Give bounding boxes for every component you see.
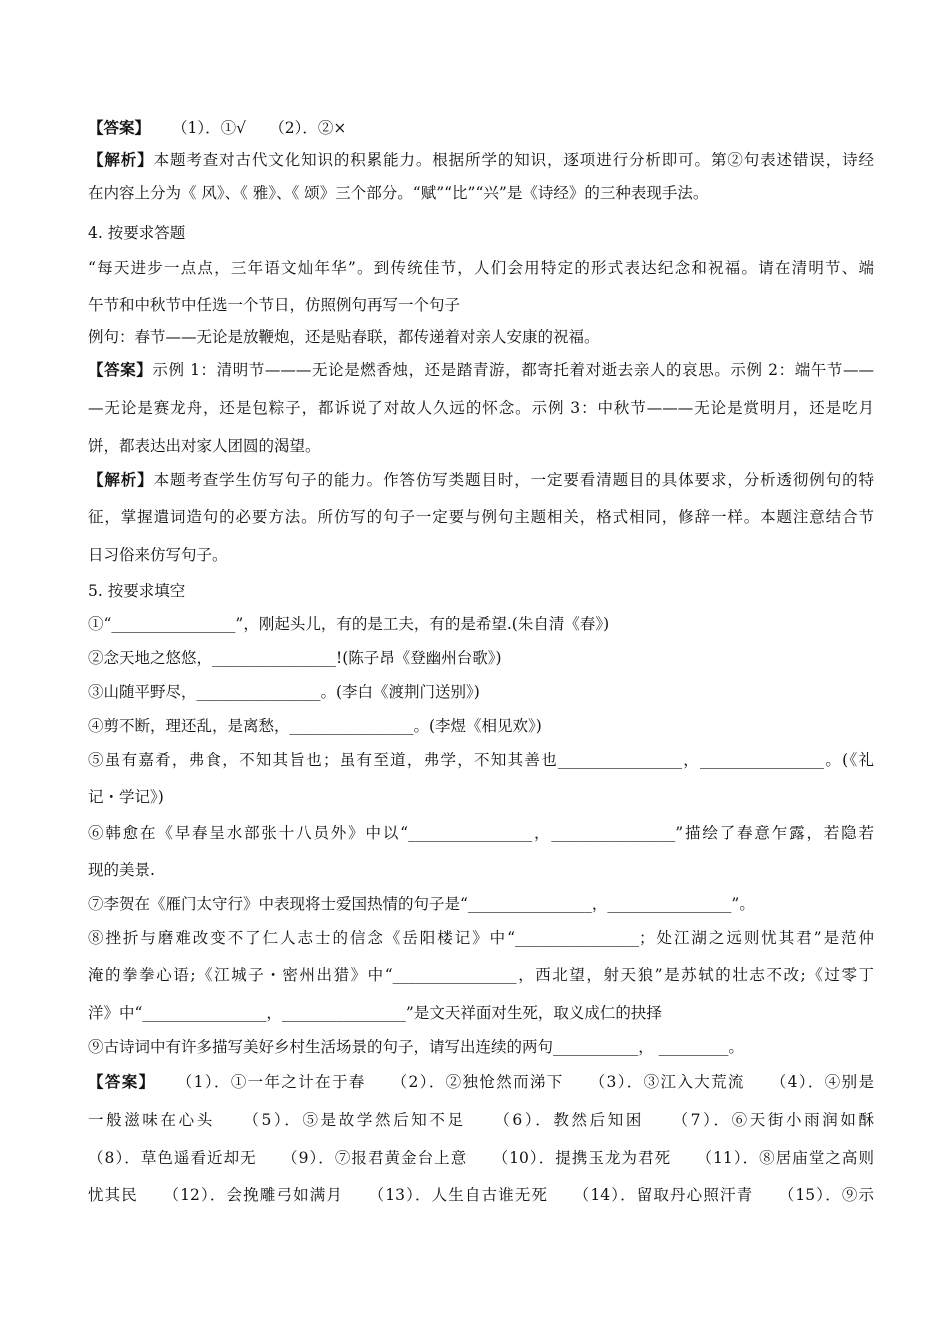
- q5-item: ⑦李贺在《雁门太守行》中表现将士爱国热情的句子是“________________，________________”。: [88, 895, 755, 913]
- q5-item: ⑨古诗词中有许多描写美好乡村生活场景的句子，请写出连续的两句___________， _________。: [88, 1038, 744, 1056]
- q5-answer-line: 一般滋味在心头 （5）．⑤是故学然后知不足 （6）．教然后知困 （7）．⑥天街小雨润如酥: [88, 1111, 874, 1129]
- q4-prompt-line: “每天进步一点点，三年语文灿年华”。到传统佳节，人们会用特定的形式表达纪念和祝福。请在清明节、端: [88, 259, 874, 277]
- q5-item: 洋》中“________________，________________”是文天祥面对生死，取义成仁的抉择: [88, 1004, 662, 1022]
- q5-item: ②念天地之悠悠，________________!(陈子昂《登幽州台歌》): [88, 649, 502, 667]
- q5-item: ⑥韩愈在《早春呈水部张十八员外》中以“________________，________________”描绘了春意乍露，若隐若: [88, 824, 874, 842]
- q4-analysis-line: 征，掌握遣词造句的必要方法。所仿写的句子一定要与例句主题相关，格式相同，修辞一样。本题注意结合节: [88, 508, 874, 526]
- q5-item: ④剪不断，理还乱，是离愁，________________。(李煜《相见欢》): [88, 717, 542, 735]
- q5-item: ①“________________”，刚起头儿，有的是工夫，有的是希望.(朱自清《春》): [88, 615, 610, 633]
- q5-title: 5. 按要求填空: [88, 582, 186, 600]
- analysis-text: 本题考查学生仿写句子的能力。作答仿写类题目时，一定要看清题目的具体要求，分析透彻例句的特: [153, 471, 874, 489]
- q4-answer-line: 饼，都表达出对家人团圆的渴望。: [88, 437, 321, 455]
- q5-answer-line: [88, 1072, 874, 1092]
- q5-item: ③山随平野尽，________________。(李白《渡荆门送别》): [88, 683, 480, 701]
- q5-item: ⑧挫折与磨难改变不了仁人志士的信念《岳阳楼记》中“________________；处江湖之远则忧其君”是范仲: [88, 929, 874, 947]
- q3-analysis-line: [88, 150, 874, 170]
- q5-item: ⑤虽有嘉肴，弗食，不知其旨也；虽有至道，弗学，不知其善也________________，________________。(《礼: [88, 751, 874, 769]
- q5-item: 淹的拳拳心语;《江城子・密州出猎》中“________________，西北望，射天狼”是苏轼的壮志不改;《过零丁: [88, 966, 874, 984]
- q4-answer-line: [88, 360, 874, 380]
- q4-example: 例句：春节——无论是放鞭炮，还是贴春联，都传递着对亲人安康的祝福。: [88, 328, 600, 346]
- q4-analysis-line: 日习俗来仿写句子。: [88, 546, 228, 564]
- q5-item: 现的美景.: [88, 861, 155, 879]
- q5-answer-line: 忧其民 （12）．会挽雕弓如满月 （13）．人生自古谁无死 （14）．留取丹心照汗青 （15）．⑨示: [88, 1186, 874, 1204]
- analysis-text: 本题考查对古代文化知识的积累能力。根据所学的知识，逐项进行分析即可。第②句表述错误，诗经: [153, 151, 874, 169]
- answer-text: 示例 1：清明节———无论是燃香烛，还是踏青游，都寄托着对逝去亲人的哀思。示例 2：端午节——: [152, 361, 874, 379]
- q4-answer-line: —无论是赛龙舟，还是包粽子，都诉说了对故人久远的怀念。示例 3：中秋节———无论是赏明月，还是吃月: [88, 399, 874, 417]
- q3-analysis-line: 在内容上分为《 风》、《 雅》、《 颂》三个部分。“赋”“比”“兴”是《诗经》的三种表现手法。: [88, 184, 709, 202]
- analysis-tag: 【解析】: [88, 470, 154, 489]
- answer-tag: 【答案】: [88, 1072, 156, 1091]
- q3-answer: [88, 118, 874, 138]
- answer-text: （1）．①一年之计在于春 （2）．②独怆然而涕下 （3）．③江入大荒流 （4）．④别是: [175, 1073, 874, 1091]
- answer-tag: 【答案】: [88, 118, 151, 137]
- q5-answer-line: （8）．草色遥看近却无 （9）．⑦报君黄金台上意 （10）．提携玉龙为君死 （11）．⑧居庙堂之高则: [88, 1149, 874, 1167]
- q4-analysis-line: [88, 470, 874, 490]
- analysis-tag: 【解析】: [88, 150, 154, 169]
- q5-item: 记・学记》): [88, 788, 164, 806]
- answer-tag: 【答案】: [88, 360, 153, 379]
- q4-title: 4. 按要求答题: [88, 224, 186, 242]
- q4-prompt-line: 午节和中秋节中任选一个节日，仿照例句再写一个句子: [88, 296, 461, 314]
- answer-text: （1）．①√ （2）．②×: [172, 119, 347, 137]
